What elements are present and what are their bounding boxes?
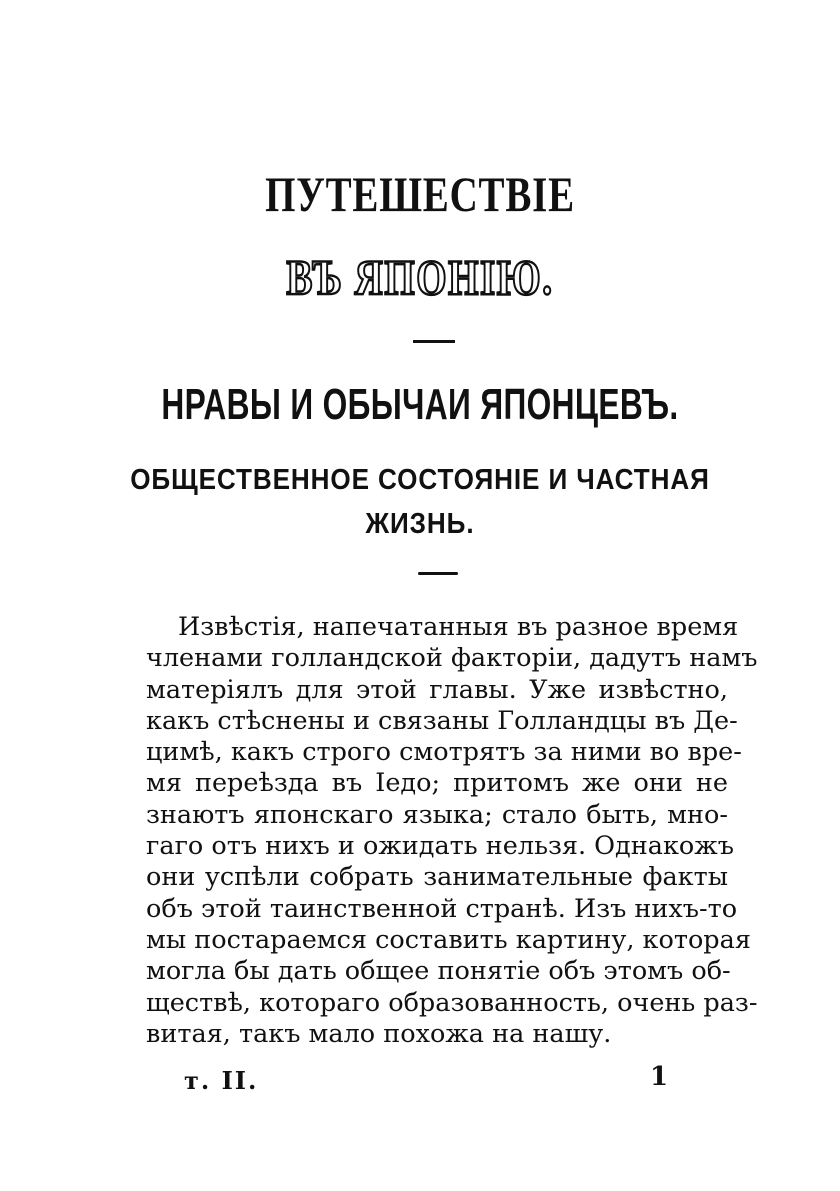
- title-divider: [413, 340, 455, 343]
- section-divider: [418, 572, 458, 575]
- body-line: мя переѣзда въ Іедо; притомъ же они не: [146, 768, 728, 799]
- body-line: гаго отъ нихъ и ожидать нельзя. Однакожъ: [146, 831, 734, 862]
- body-line: матеріялъ для этой главы. Уже извѣстно,: [146, 674, 728, 705]
- body-text: [146, 612, 758, 1050]
- section-heading-line-2: ЖИЗНЬ.: [365, 508, 475, 540]
- body-line: цимѣ, какъ строго смотрятъ за ними во вре-: [146, 737, 742, 768]
- book-title: ПУТЕШЕСТВІЕ: [265, 166, 575, 222]
- body-line: витая, такъ мало похожа на нашу.: [146, 1018, 612, 1049]
- body-line: Извѣстія, напечатанныя въ разное время: [178, 612, 739, 642]
- body-line: они успѣли собрать занимательные факты: [146, 862, 728, 893]
- body-line: членами голландской факторіи, дадутъ намъ: [146, 643, 758, 674]
- chapter-heading: НРАВЫ И ОБЫЧАИ ЯПОНЦЕВЪ.: [161, 380, 679, 429]
- section-heading: [42, 458, 798, 546]
- signature-mark: т. II.: [184, 1066, 259, 1095]
- section-heading-line-1: ОБЩЕСТВЕННОЕ СОСТОЯНІЕ И ЧАСТНАЯ: [130, 464, 710, 496]
- body-line: могла бы дать общее понятіе объ этомъ об-: [146, 956, 731, 987]
- body-line: какъ стѣснены и связаны Голландцы въ Де-: [146, 705, 738, 736]
- body-line: мы постараемся составить картину, которая: [146, 924, 751, 955]
- page-number: 1: [650, 1062, 669, 1092]
- body-line: ществѣ, котораго образованность, очень раз-: [146, 987, 758, 1018]
- body-line: знаютъ японскаго языка; стало быть, мно-: [146, 799, 728, 830]
- book-subtitle: ВЪ ЯПОНІЮ.: [286, 249, 554, 305]
- body-line: объ этой таинственной странѣ. Изъ нихъ-то: [146, 893, 738, 924]
